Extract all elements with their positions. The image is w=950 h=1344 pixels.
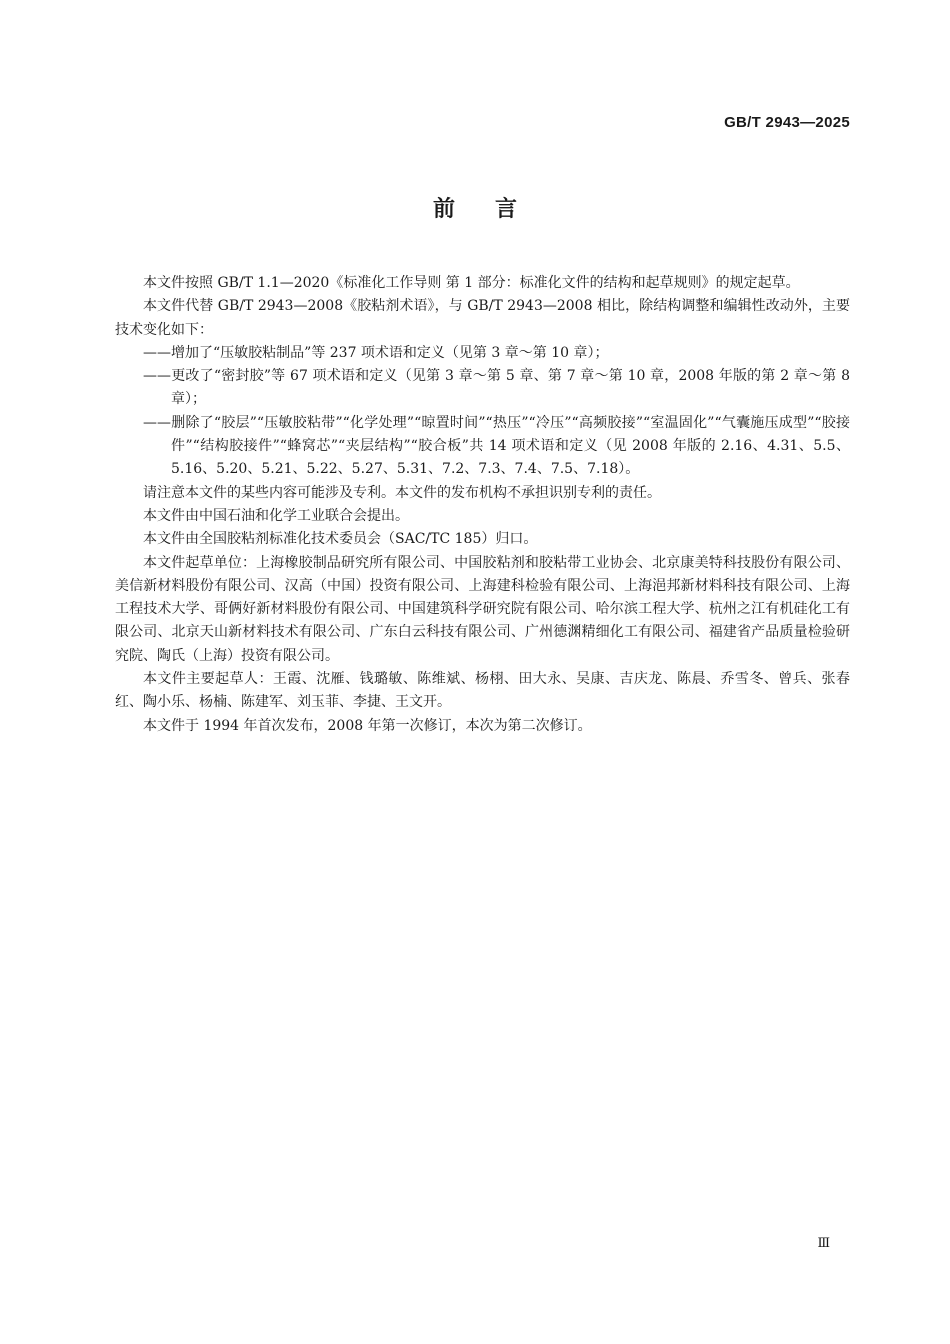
change-item-modified: ——更改了“密封胶”等 67 项术语和定义（见第 3 章～第 5 章、第 7 章～第 10 章，2008 年版的第 2 章～第 8 章）； — [143, 368, 850, 408]
paragraph-history: 本文件于 1994 年首次发布，2008 年第一次修订，本次为第二次修订。 — [143, 717, 592, 734]
change-item-deleted: ——删除了“胶层”“压敏胶粘带”“化学处理”“晾置时间”“热压”“冷压”“高频胶接”“室温固化”“气囊施压成型”“胶接件”“结构胶接件”“蜂窝芯”“夹层结构”“胶合板”共 14 项术语和定义（见 2008 年版的 2.16、4.31、5.5、5.16、5.20、5.21、5.22、5.27、5.31、7.2、7.3、7.4、7.5、7.18）。 — [143, 414, 850, 478]
paragraph-replacement: 本文件代替 GB/T 2943—2008《胶粘剂术语》，与 GB/T 2943—2008 相比，除结构调整和编辑性改动外，主要技术变化如下： — [115, 298, 850, 338]
page-title: 前言 — [432, 197, 557, 222]
change-item-added: ——增加了“压敏胶粘制品”等 237 项术语和定义（见第 3 章～第 10 章）； — [143, 344, 609, 361]
document-number: GB/T 2943—2025 — [724, 114, 850, 131]
paragraph-proposed-by: 本文件由中国石油和化学工业联合会提出。 — [143, 507, 409, 524]
paragraph-drafting-rules: 本文件按照 GB/T 1.1—2020《标准化工作导则 第 1 部分：标准化文件的结构和起草规则》的规定起草。 — [143, 275, 800, 291]
paragraph-technical-committee: 本文件由全国胶粘剂标准化技术委员会（SAC/TC 185）归口。 — [143, 531, 538, 548]
page-number: Ⅲ — [817, 1236, 830, 1251]
paragraph-drafting-units: 本文件起草单位：上海橡胶制品研究所有限公司、中国胶粘剂和胶粘带工业协会、北京康美特科技股份有限公司、美信新材料股份有限公司、汉高（中国）投资有限公司、上海建科检验有限公司、上海浥邦新材料科技有限公司、上海工程技术大学、哥俩好新材料股份有限公司、中国建筑科学研究院有限公司、哈尔滨工程大学、杭州之江有机硅化工有限公司、北京天山新材料技术有限公司、广东白云科技有限公司、广州德渊精细化工有限公司、福建省产品质量检验研究院、陶氏（上海）投资有限公司。 — [115, 554, 850, 664]
foreword-body — [115, 272, 850, 738]
paragraph-drafters: 本文件主要起草人：王霞、沈雁、钱璐敏、陈维斌、杨栩、田大永、吴康、吉庆龙、陈晨、乔雪冬、曾兵、张春红、陶小乐、杨楠、陈建军、刘玉菲、李捷、王文开。 — [115, 671, 850, 711]
paragraph-patent-notice: 请注意本文件的某些内容可能涉及专利。本文件的发布机构不承担识别专利的责任。 — [143, 484, 661, 501]
